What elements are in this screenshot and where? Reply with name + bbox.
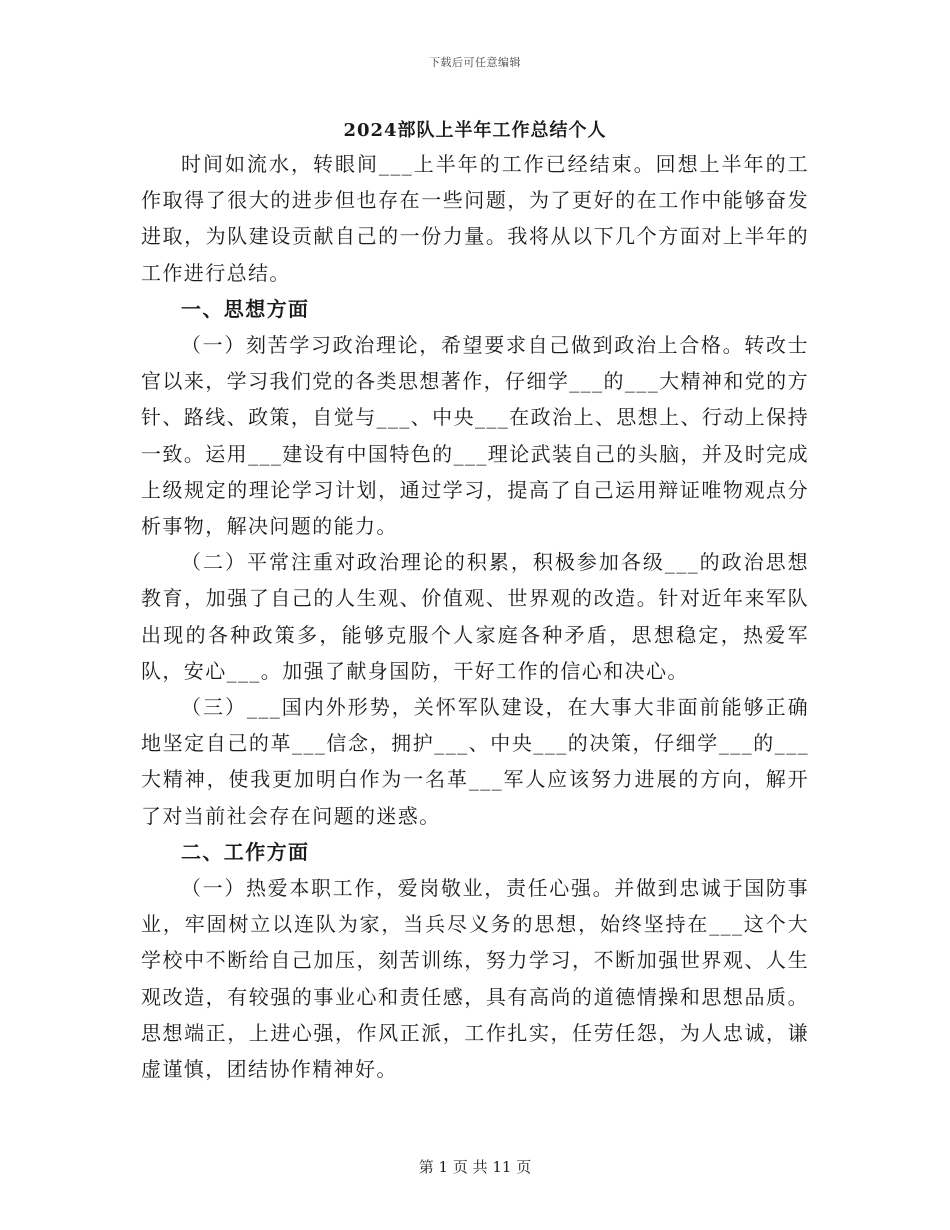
document-body xyxy=(141,146,809,1087)
paragraph: （二）平常注重对政治理论的积累，积极参加各级___的政治思想教育，加强了自己的人生观、价值观、世界观的改造。针对近年来军队出现的各种政策多，能够克服个人家庭各种矛盾，思想稳定，热爱军队，安心___。加强了献身国防，干好工作的信心和决心。 xyxy=(141,550,809,683)
header-note: 下载后可任意编辑 xyxy=(429,56,521,69)
paragraph: （一）刻苦学习政治理论，希望要求自己做到政治上合格。转改士官以来，学习我们党的各类思想著作，仔细学___的___大精神和党的方针、路线、政策，自觉与___、中央___在政治上、思想上、行动上保持一致。运用___建设有中国特色的___理论武装自己的头脑，并及时完成上级规定的理论学习计划，通过学习，提高了自己运用辩证唯物观点分析事物，解决问题的能力。 xyxy=(141,333,809,539)
page-number: 第 1 页 共 11 页 xyxy=(418,1158,532,1176)
section-heading-thought: 一、思想方面 xyxy=(181,296,310,321)
paragraph: （一）热爱本职工作，爱岗敬业，责任心强。并做到忠诚于国防事业，牢固树立以连队为家，当兵尽义务的思想，始终坚持在___这个大学校中不断给自己加压，刻苦训练，努力学习，不断加强世界观、人生观改造，有较强的事业心和责任感，具有高尚的道德情操和思想品质。思想端正，上进心强，作风正派，工作扎实，任劳任怨，为人忠诚，谦虚谨慎，团结协作精神好。 xyxy=(141,876,809,1082)
paragraph: （三）___国内外形势，关怀军队建设，在大事大非面前能够正确地坚定自己的革___信念，拥护___、中央___的决策，仔细学___的___大精神，使我更加明白作为一名革___军人应该努力进展的方向，解开了对当前社会存在问题的迷惑。 xyxy=(141,695,809,828)
section-heading-work: 二、工作方面 xyxy=(181,839,310,864)
document-title: 2024部队上半年工作总结个人 xyxy=(343,120,607,141)
intro-paragraph: 时间如流水，转眼间___上半年的工作已经结束。回想上半年的工作取得了很大的进步但也存在一些问题，为了更好的在工作中能够奋发进取，为队建设贡献自己的一份力量。我将从以下几个方面对上半年的工作进行总结。 xyxy=(141,152,809,285)
